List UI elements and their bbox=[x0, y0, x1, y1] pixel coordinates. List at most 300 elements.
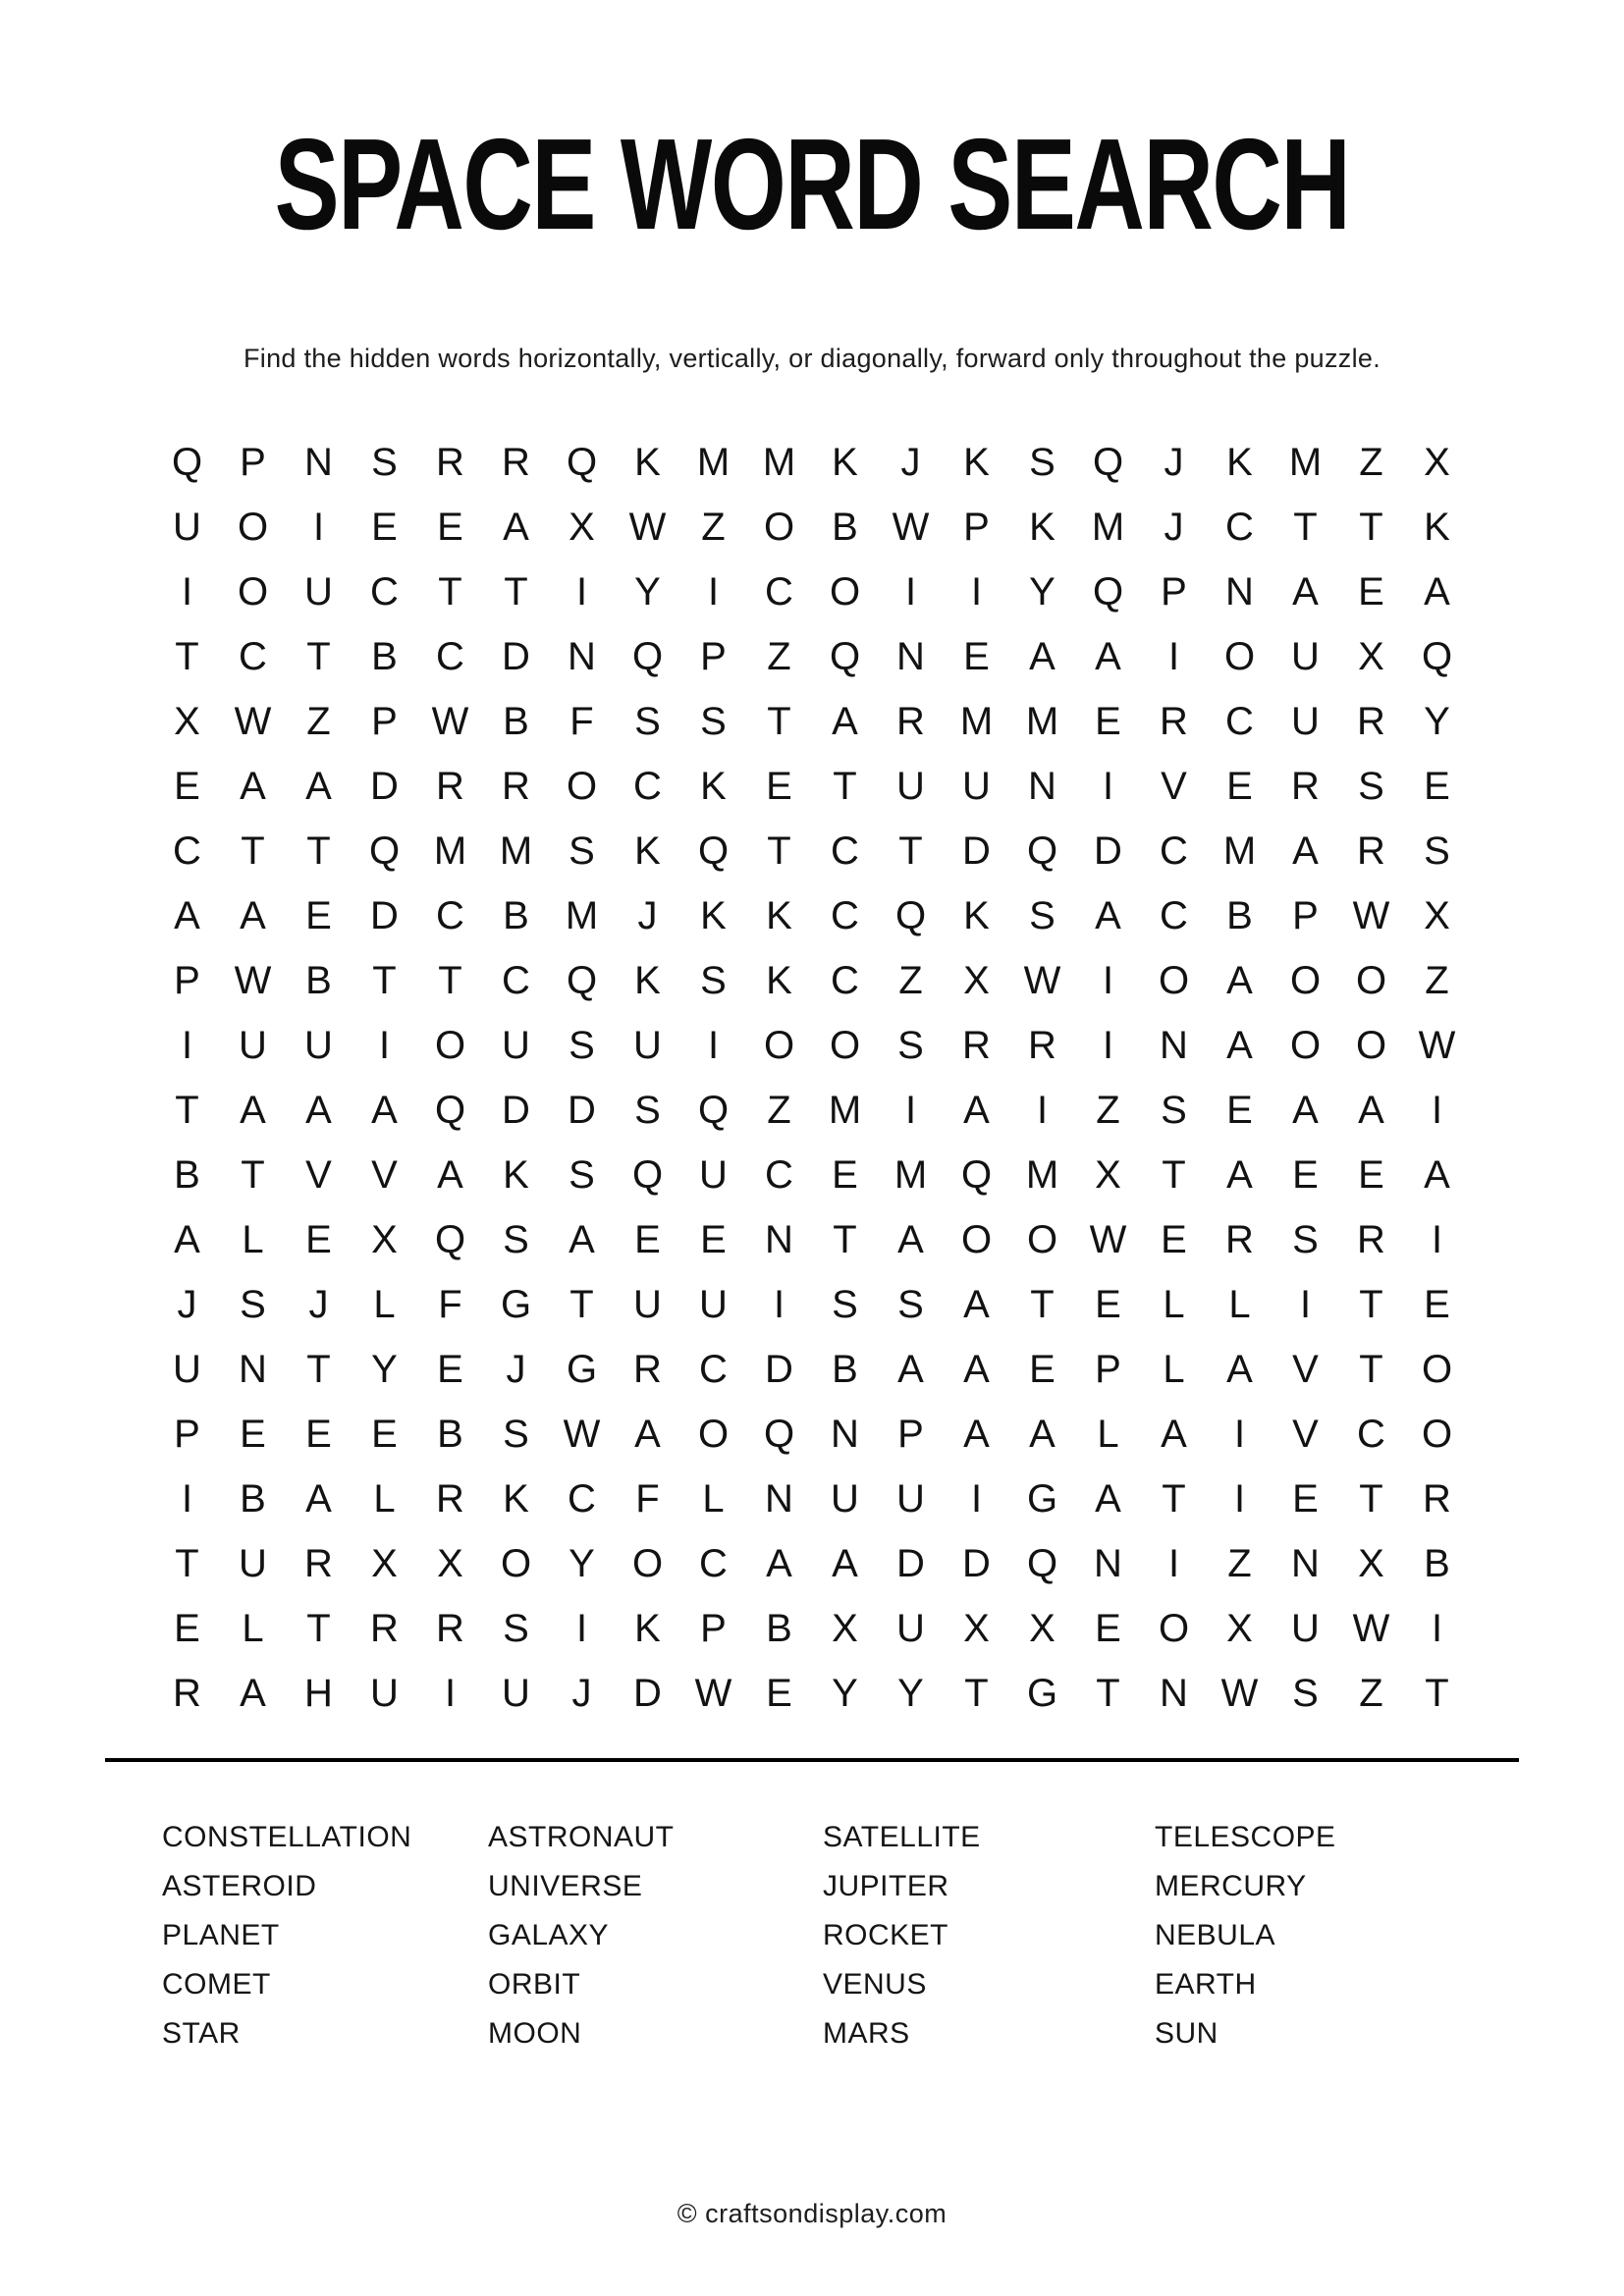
grid-cell: I bbox=[1102, 1023, 1114, 1067]
grid-cell: T bbox=[504, 569, 528, 614]
grid-cell: X bbox=[371, 1217, 398, 1261]
grid-cell: T bbox=[1425, 1671, 1449, 1715]
grid-row bbox=[154, 1143, 1470, 1207]
grid-cell: I bbox=[1036, 1088, 1049, 1132]
grid-cell: D bbox=[633, 1671, 662, 1715]
grid-cell: U bbox=[962, 764, 991, 808]
grid-cell: K bbox=[634, 828, 661, 873]
grid-cell: M bbox=[1091, 505, 1125, 549]
grid-cell: E bbox=[766, 764, 792, 808]
grid-cell: O bbox=[566, 764, 598, 808]
grid-cell: I bbox=[1167, 1541, 1180, 1585]
grid-cell: Q bbox=[697, 1088, 730, 1132]
grid-cell: U bbox=[1291, 1606, 1320, 1650]
grid-cell: U bbox=[633, 1282, 662, 1326]
grid-cell: K bbox=[634, 1606, 661, 1650]
grid-cell: A bbox=[963, 1088, 990, 1132]
grid-cell: C bbox=[1160, 893, 1188, 937]
grid-cell: I bbox=[904, 569, 917, 614]
grid-cell: B bbox=[1424, 1541, 1450, 1585]
grid-cell: C bbox=[370, 569, 399, 614]
grid-cell: A bbox=[1226, 1347, 1253, 1391]
grid-cell: E bbox=[305, 1412, 332, 1456]
grid-cell: P bbox=[371, 699, 398, 743]
grid-cell: A bbox=[174, 1217, 200, 1261]
grid-row bbox=[154, 1661, 1470, 1726]
grid-cell: M bbox=[499, 828, 533, 873]
page-title: SPACE WORD SEARCH bbox=[274, 112, 1350, 256]
grid-cell: T bbox=[1293, 505, 1318, 549]
grid-cell: A bbox=[305, 1088, 332, 1132]
grid-cell: S bbox=[700, 958, 727, 1002]
grid-cell: Q bbox=[894, 893, 927, 937]
grid-cell: U bbox=[304, 569, 333, 614]
grid-cell: S bbox=[568, 1152, 595, 1197]
grid-cell: A bbox=[1424, 1152, 1450, 1197]
grid-cell: A bbox=[503, 505, 529, 549]
grid-cell: X bbox=[437, 1541, 463, 1585]
grid-cell: Z bbox=[1359, 1671, 1383, 1715]
grid-cell: I bbox=[707, 1023, 720, 1067]
grid-cell: W bbox=[694, 1671, 732, 1715]
grid-cell: J bbox=[1164, 505, 1184, 549]
grid-cell: I bbox=[1102, 958, 1114, 1002]
grid-cell: E bbox=[1095, 1606, 1121, 1650]
grid-cell: B bbox=[832, 1347, 858, 1391]
grid-cell: M bbox=[893, 1152, 928, 1197]
grid-cell: A bbox=[371, 1088, 398, 1132]
grid-cell: E bbox=[371, 505, 398, 549]
grid-cell: E bbox=[1424, 1282, 1450, 1326]
grid-cell: P bbox=[240, 440, 266, 484]
grid-cell: S bbox=[503, 1606, 529, 1650]
grid-row bbox=[154, 1596, 1470, 1661]
grid-cell: W bbox=[1352, 1606, 1390, 1650]
grid-cell: I bbox=[312, 505, 325, 549]
grid-cell: K bbox=[1029, 505, 1056, 549]
grid-cell: S bbox=[1161, 1088, 1187, 1132]
grid-cell: S bbox=[897, 1023, 924, 1067]
grid-cell: T bbox=[241, 1152, 265, 1197]
grid-cell: V bbox=[371, 1152, 398, 1197]
grid-cell: O bbox=[500, 1541, 532, 1585]
grid-cell: N bbox=[831, 1412, 859, 1456]
grid-cell: T bbox=[833, 1217, 857, 1261]
grid-cell: R bbox=[436, 1606, 464, 1650]
grid-cell: O bbox=[237, 505, 269, 549]
grid-cell: I bbox=[444, 1671, 457, 1715]
grid-cell: T bbox=[767, 828, 791, 873]
grid-cell: K bbox=[766, 958, 792, 1002]
grid-cell: P bbox=[897, 1412, 924, 1456]
grid-cell: C bbox=[699, 1541, 728, 1585]
grid-cell: P bbox=[1161, 569, 1187, 614]
grid-cell: E bbox=[174, 1606, 200, 1650]
grid-cell: X bbox=[174, 699, 200, 743]
grid-cell: O bbox=[697, 1412, 730, 1456]
word-list-item: VENUS bbox=[823, 1968, 927, 2001]
grid-cell: N bbox=[765, 1476, 793, 1521]
grid-cell: N bbox=[1291, 1541, 1320, 1585]
grid-cell: I bbox=[773, 1282, 785, 1326]
grid-cell: C bbox=[1225, 699, 1254, 743]
grid-cell: W bbox=[1352, 893, 1390, 937]
grid-cell: L bbox=[1163, 1347, 1185, 1391]
grid-cell: E bbox=[1358, 1152, 1384, 1197]
grid-cell: S bbox=[240, 1282, 266, 1326]
grid-cell: F bbox=[438, 1282, 462, 1326]
grid-cell: P bbox=[1095, 1347, 1121, 1391]
grid-cell: A bbox=[1226, 1023, 1253, 1067]
grid-cell: A bbox=[832, 699, 858, 743]
grid-cell: I bbox=[1431, 1217, 1443, 1261]
word-list-item: NEBULA bbox=[1155, 1919, 1276, 1951]
grid-cell: A bbox=[1358, 1088, 1384, 1132]
grid-cell: W bbox=[234, 699, 272, 743]
grid-cell: T bbox=[438, 569, 462, 614]
grid-cell: U bbox=[896, 764, 925, 808]
word-list-column bbox=[1155, 1813, 1336, 2058]
grid-cell: V bbox=[1292, 1347, 1319, 1391]
grid-cell: Z bbox=[767, 1088, 791, 1132]
grid-row bbox=[154, 495, 1470, 560]
grid-cell: Z bbox=[306, 699, 331, 743]
grid-cell: R bbox=[173, 1671, 201, 1715]
grid-cell: J bbox=[571, 1671, 592, 1715]
grid-cell: C bbox=[699, 1347, 728, 1391]
grid-cell: M bbox=[565, 893, 599, 937]
word-list-item: COMET bbox=[162, 1968, 271, 2001]
grid-cell: P bbox=[1292, 893, 1319, 937]
grid-cell: X bbox=[1424, 440, 1450, 484]
grid-cell: Q bbox=[631, 1152, 664, 1197]
grid-cell: Q bbox=[1026, 1541, 1058, 1585]
grid-row bbox=[154, 819, 1470, 883]
grid-cell: V bbox=[305, 1152, 332, 1197]
grid-cell: T bbox=[1359, 505, 1383, 549]
grid-cell: Q bbox=[171, 440, 203, 484]
grid-cell: S bbox=[1424, 828, 1450, 873]
grid-cell: T bbox=[1096, 1671, 1120, 1715]
grid-cell: J bbox=[637, 893, 658, 937]
grid-cell: D bbox=[896, 1541, 925, 1585]
grid-cell: E bbox=[1292, 1476, 1319, 1521]
grid-cell: M bbox=[1222, 828, 1257, 873]
grid-cell: R bbox=[1028, 1023, 1056, 1067]
grid-row bbox=[154, 430, 1470, 495]
grid-cell: O bbox=[1355, 1023, 1387, 1067]
grid-cell: L bbox=[373, 1476, 396, 1521]
grid-cell: X bbox=[1358, 634, 1384, 678]
grid-row bbox=[154, 560, 1470, 624]
grid-row bbox=[154, 1531, 1470, 1596]
word-list-item: CONSTELLATION bbox=[162, 1821, 412, 1853]
grid-cell: I bbox=[707, 569, 720, 614]
word-list-item: TELESCOPE bbox=[1155, 1821, 1336, 1853]
grid-cell: R bbox=[1357, 828, 1385, 873]
grid-cell: I bbox=[904, 1088, 917, 1132]
grid-cell: J bbox=[900, 440, 921, 484]
grid-cell: E bbox=[1029, 1347, 1056, 1391]
grid-cell: P bbox=[963, 505, 990, 549]
grid-cell: Q bbox=[434, 1217, 466, 1261]
grid-cell: A bbox=[305, 764, 332, 808]
grid-cell: I bbox=[970, 1476, 983, 1521]
grid-cell: E bbox=[634, 1217, 661, 1261]
grid-cell: S bbox=[832, 1282, 858, 1326]
grid-cell: U bbox=[304, 1023, 333, 1067]
grid-cell: K bbox=[963, 440, 990, 484]
grid-cell: J bbox=[506, 1347, 526, 1391]
grid-cell: B bbox=[437, 1412, 463, 1456]
grid-cell: T bbox=[306, 634, 331, 678]
grid-cell: A bbox=[1095, 1476, 1121, 1521]
grid-cell: A bbox=[240, 1671, 266, 1715]
word-list bbox=[0, 1813, 1624, 2068]
grid-cell: O bbox=[1421, 1347, 1453, 1391]
grid-cell: S bbox=[1292, 1217, 1319, 1261]
grid-cell: R bbox=[304, 1541, 333, 1585]
grid-cell: T bbox=[175, 1541, 199, 1585]
grid-cell: R bbox=[502, 440, 530, 484]
grid-cell: N bbox=[304, 440, 333, 484]
grid-cell: A bbox=[240, 1088, 266, 1132]
grid-cell: K bbox=[1226, 440, 1253, 484]
grid-cell: T bbox=[767, 699, 791, 743]
grid-cell: T bbox=[833, 764, 857, 808]
grid-cell: M bbox=[1025, 1152, 1059, 1197]
grid-cell: B bbox=[832, 505, 858, 549]
grid-cell: I bbox=[1102, 764, 1114, 808]
grid-cell: M bbox=[1288, 440, 1323, 484]
word-list-item: ORBIT bbox=[488, 1968, 581, 2001]
grid-cell: U bbox=[370, 1671, 399, 1715]
grid-cell: E bbox=[1226, 764, 1253, 808]
grid-cell: A bbox=[963, 1412, 990, 1456]
grid-cell: W bbox=[563, 1412, 601, 1456]
grid-cell: S bbox=[897, 1282, 924, 1326]
grid-cell: N bbox=[1160, 1023, 1188, 1067]
grid-cell: Z bbox=[1359, 440, 1383, 484]
grid-cell: M bbox=[959, 699, 994, 743]
grid-cell: O bbox=[1158, 958, 1190, 1002]
grid-cell: O bbox=[1289, 958, 1322, 1002]
grid-cell: A bbox=[832, 1541, 858, 1585]
grid-cell: I bbox=[1233, 1476, 1246, 1521]
grid-cell: C bbox=[633, 764, 662, 808]
grid-cell: N bbox=[1094, 1541, 1122, 1585]
grid-cell: Y bbox=[832, 1671, 858, 1715]
word-search-grid bbox=[154, 430, 1470, 1726]
grid-cell: X bbox=[832, 1606, 858, 1650]
grid-cell: O bbox=[1421, 1412, 1453, 1456]
grid-cell: O bbox=[1223, 634, 1256, 678]
word-list-item: EARTH bbox=[1155, 1968, 1257, 2001]
grid-row bbox=[154, 624, 1470, 689]
grid-cell: R bbox=[1357, 699, 1385, 743]
grid-cell: E bbox=[1358, 569, 1384, 614]
grid-cell: C bbox=[502, 958, 530, 1002]
footer-credit: © craftsondisplay.com bbox=[677, 2199, 947, 2228]
grid-cell: S bbox=[503, 1412, 529, 1456]
grid-cell: F bbox=[569, 699, 594, 743]
grid-cell: X bbox=[963, 1606, 990, 1650]
grid-cell: K bbox=[503, 1476, 529, 1521]
grid-cell: O bbox=[237, 569, 269, 614]
grid-cell: B bbox=[503, 699, 529, 743]
grid-cell: J bbox=[1164, 440, 1184, 484]
grid-cell: X bbox=[1095, 1152, 1121, 1197]
grid-cell: T bbox=[306, 1606, 331, 1650]
grid-cell: B bbox=[1226, 893, 1253, 937]
grid-cell: X bbox=[1029, 1606, 1056, 1650]
grid-cell: A bbox=[1292, 828, 1319, 873]
grid-cell: I bbox=[1167, 634, 1180, 678]
grid-cell: F bbox=[635, 1476, 660, 1521]
grid-cell: M bbox=[828, 1088, 862, 1132]
grid-cell: Z bbox=[1425, 958, 1449, 1002]
grid-cell: A bbox=[1095, 634, 1121, 678]
grid-cell: Q bbox=[1026, 828, 1058, 873]
grid-cell: D bbox=[962, 828, 991, 873]
grid-cell: E bbox=[832, 1152, 858, 1197]
grid-cell: E bbox=[437, 505, 463, 549]
grid-cell: N bbox=[1028, 764, 1056, 808]
grid-cell: A bbox=[305, 1476, 332, 1521]
grid-cell: I bbox=[378, 1023, 391, 1067]
grid-cell: A bbox=[634, 1412, 661, 1456]
grid-cell: A bbox=[1292, 1088, 1319, 1132]
grid-cell: U bbox=[173, 505, 201, 549]
grid-cell: Q bbox=[368, 828, 401, 873]
grid-cell: G bbox=[500, 1282, 532, 1326]
grid-cell: Z bbox=[767, 634, 791, 678]
grid-cell: R bbox=[1423, 1476, 1451, 1521]
grid-cell: I bbox=[575, 1606, 588, 1650]
grid-cell: P bbox=[700, 1606, 727, 1650]
grid-cell: E bbox=[240, 1412, 266, 1456]
grid-cell: K bbox=[700, 893, 727, 937]
grid-cell: B bbox=[503, 893, 529, 937]
grid-cell: A bbox=[240, 764, 266, 808]
grid-cell: T bbox=[1030, 1282, 1055, 1326]
word-list-column bbox=[488, 1813, 675, 2058]
grid-cell: N bbox=[1225, 569, 1254, 614]
grid-cell: U bbox=[896, 1476, 925, 1521]
grid-cell: D bbox=[568, 1088, 596, 1132]
grid-cell: U bbox=[1291, 634, 1320, 678]
word-list-item: UNIVERSE bbox=[488, 1870, 643, 1902]
grid-cell: C bbox=[831, 958, 859, 1002]
word-list-item: STAR bbox=[162, 2017, 241, 2050]
grid-cell: K bbox=[634, 958, 661, 1002]
grid-cell: C bbox=[173, 828, 201, 873]
grid-cell: A bbox=[1226, 1152, 1253, 1197]
grid-cell: A bbox=[240, 893, 266, 937]
grid-cell: E bbox=[437, 1347, 463, 1391]
grid-cell: T bbox=[1162, 1152, 1186, 1197]
grid-cell: N bbox=[1160, 1671, 1188, 1715]
grid-row bbox=[154, 689, 1470, 754]
grid-cell: Q bbox=[434, 1088, 466, 1132]
grid-cell: E bbox=[1095, 699, 1121, 743]
grid-cell: K bbox=[503, 1152, 529, 1197]
word-list-column bbox=[823, 1813, 981, 2058]
grid-cell: E bbox=[371, 1412, 398, 1456]
grid-cell: S bbox=[1358, 764, 1384, 808]
grid-row bbox=[154, 1272, 1470, 1337]
grid-cell: S bbox=[371, 440, 398, 484]
grid-cell: O bbox=[434, 1023, 466, 1067]
grid-cell: U bbox=[896, 1606, 925, 1650]
word-list-item: SUN bbox=[1155, 2017, 1218, 2050]
grid-cell: C bbox=[765, 569, 793, 614]
grid-cell: S bbox=[1292, 1671, 1319, 1715]
word-list-item: ASTRONAUT bbox=[488, 1821, 675, 1853]
grid-row bbox=[154, 1207, 1470, 1272]
grid-cell: W bbox=[1023, 958, 1061, 1002]
grid-cell: R bbox=[436, 764, 464, 808]
grid-cell: Q bbox=[763, 1412, 795, 1456]
grid-cell: O bbox=[631, 1541, 664, 1585]
grid-cell: A bbox=[1161, 1412, 1187, 1456]
grid-cell: T bbox=[1359, 1347, 1383, 1391]
word-list-column bbox=[162, 1813, 411, 2058]
grid-cell: N bbox=[568, 634, 596, 678]
grid-cell: L bbox=[1163, 1282, 1185, 1326]
grid-cell: A bbox=[174, 893, 200, 937]
grid-cell: T bbox=[372, 958, 397, 1002]
grid-cell: O bbox=[829, 569, 861, 614]
grid-cell: A bbox=[1029, 634, 1056, 678]
grid-row bbox=[154, 1402, 1470, 1467]
grid-cell: R bbox=[436, 440, 464, 484]
grid-cell: G bbox=[1026, 1476, 1058, 1521]
grid-cell: R bbox=[436, 1476, 464, 1521]
grid-cell: C bbox=[831, 893, 859, 937]
grid-cell: U bbox=[502, 1671, 530, 1715]
grid-cell: Q bbox=[566, 440, 598, 484]
grid-cell: S bbox=[700, 699, 727, 743]
grid-cell: K bbox=[832, 440, 858, 484]
grid-cell: U bbox=[699, 1152, 728, 1197]
grid-cell: X bbox=[963, 958, 990, 1002]
grid-cell: C bbox=[436, 893, 464, 937]
grid-cell: Z bbox=[1227, 1541, 1252, 1585]
grid-cell: T bbox=[306, 1347, 331, 1391]
grid-cell: O bbox=[1289, 1023, 1322, 1067]
word-list-item: MARS bbox=[823, 2017, 910, 2050]
grid-cell: G bbox=[566, 1347, 598, 1391]
grid-cell: X bbox=[1358, 1541, 1384, 1585]
grid-row bbox=[154, 754, 1470, 819]
grid-cell: W bbox=[234, 958, 272, 1002]
grid-cell: E bbox=[963, 634, 990, 678]
grid-cell: A bbox=[437, 1152, 463, 1197]
grid-cell: P bbox=[174, 958, 200, 1002]
grid-cell: W bbox=[892, 505, 930, 549]
grid-cell: U bbox=[502, 1023, 530, 1067]
grid-cell: I bbox=[181, 1023, 193, 1067]
grid-cell: T bbox=[1162, 1476, 1186, 1521]
grid-cell: T bbox=[175, 1088, 199, 1132]
grid-cell: O bbox=[1355, 958, 1387, 1002]
grid-cell: E bbox=[1161, 1217, 1187, 1261]
grid-cell: M bbox=[696, 440, 731, 484]
grid-cell: A bbox=[897, 1217, 924, 1261]
grid-cell: D bbox=[1094, 828, 1122, 873]
grid-cell: O bbox=[763, 505, 795, 549]
